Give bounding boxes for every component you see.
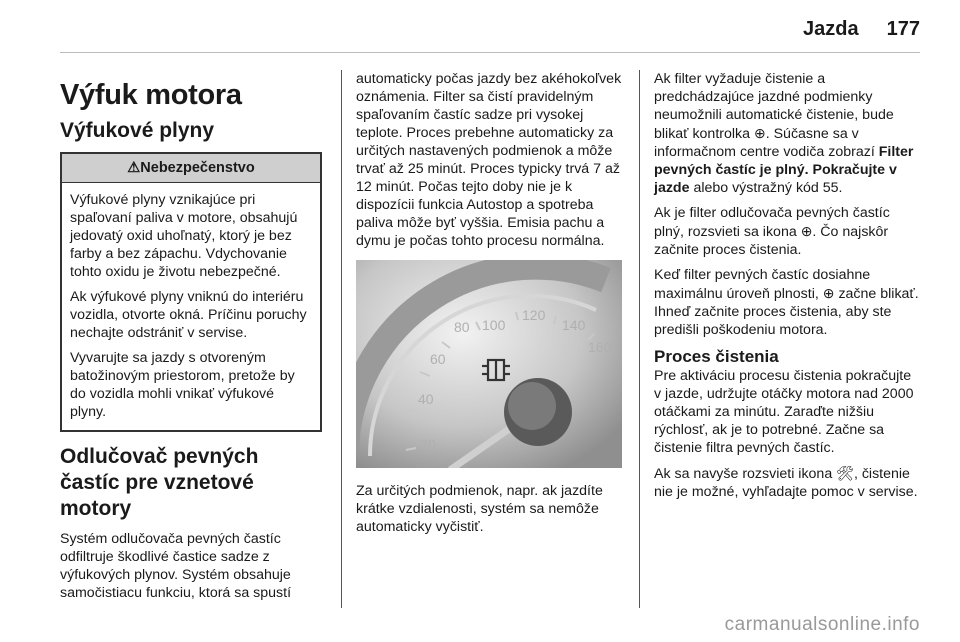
- danger-paragraph-2: Ak výfukové plyny vniknú do interiéru vozidla, otvorte okná. Príčinu poruchy nechajte odstrániť v servise.: [70, 289, 307, 341]
- tick-label: 40: [418, 391, 434, 407]
- heading-exhaust-gases: Výfukové plyny: [60, 119, 215, 142]
- filter-intro: Systém odlučovača pevných častíc odfiltruje škodlivé častice sadze z výfukových plynov. Systém obsahuje samočistiacu funkciu, ktorá sa spustí: [60, 531, 292, 601]
- tick-label: 160: [588, 339, 612, 355]
- tick-label: 80: [454, 319, 470, 335]
- page-number: 177: [886, 18, 920, 40]
- column-3: [654, 70, 922, 508]
- danger-title: Nebezpečenstvo: [140, 160, 255, 176]
- header-rule: [60, 52, 920, 53]
- particle-filter-icon: ⊕: [753, 125, 766, 141]
- particle-filter-icon: ⊕: [822, 285, 835, 301]
- filter-continued: automaticky počas jazdy bez akéhokoľvek oznámenia. Filter sa čistí pravidelným spaľovaním častíc sadze pri vysokej teplote. Proces prebehne automaticky za určitých nastavených podmienok a môže trvať až 25 minút. Proces typicky trvá 7 až 12 minút. Počas tejto doby nie je k dispozícii funkcia Autostop a spotreba paliva môže byť vyššia. Emisia pachu a dymu je počas tohto procesu normálna.: [356, 71, 622, 249]
- tick-label: 140: [562, 317, 586, 333]
- instrument-gauge-photo: [356, 260, 622, 468]
- gauge-svg: [356, 260, 622, 468]
- section-title: Jazda: [803, 18, 859, 40]
- tick-label: 60: [430, 351, 446, 367]
- tick-label: 120: [522, 307, 546, 323]
- column-divider: [341, 70, 342, 608]
- page-header: [803, 18, 920, 41]
- tick-label: 100: [482, 317, 506, 333]
- danger-paragraph-3: Vyvarujte sa jazdy s otvoreným batožinovým priestorom, pretože by do vozidla mohli vnikať výfukové plyny.: [70, 350, 295, 420]
- car-service-icon: 🛠: [836, 465, 854, 481]
- heading-cleaning-process: Proces čistenia: [654, 347, 779, 366]
- driver-info-message: Filter pevných častíc je plný. Pokračujte v jazde: [654, 144, 914, 196]
- cleaning-required-paragraph: Ak filter vyžaduje čistenie a predchádzajúce jazdné podmienky neumožnili automatické čistenie, bude blikať kontrolka ⊕. Súčasne sa v informačnom centre vodiča zobrazí Filter pevných častíc je plný. Pokračujte v jazde alebo výstražný kód 55.: [654, 71, 914, 196]
- particle-filter-icon: ⊕: [800, 223, 813, 239]
- cleaning-process-paragraph: Pre aktiváciu procesu čistenia pokračujte v jazde, udržujte otáčky motora nad 2000 otáčkami za minútu. Zaraďte nižšiu rýchlosť, ak je to potrebné. Začne sa čistenie filtra pevných častíc.: [654, 368, 914, 456]
- tick-label: 20: [420, 436, 436, 452]
- danger-header: [62, 154, 320, 183]
- filter-full-paragraph: Ak je filter odlučovača pevných častíc plný, rozsvieti sa ikona ⊕. Čo najskôr začnite proces čistenia.: [654, 205, 890, 258]
- service-paragraph: Ak sa navyše rozsvieti ikona 🛠, čistenie nie je možné, vyhľadajte pomoc v servise.: [654, 465, 918, 500]
- heading-particle-filter: Odlučovač pevných častíc pre vznetové motory: [60, 445, 259, 520]
- warning-triangle-icon: ⚠: [127, 160, 141, 176]
- column-divider: [639, 70, 640, 608]
- danger-box: [60, 152, 322, 432]
- filter-max-paragraph: Keď filter pevných častíc dosiahne maximálnu úroveň plnosti, ⊕ začne blikať. Ihneď začnite proces čistenia, aby ste predišli poškodeniu motora.: [654, 267, 919, 338]
- column-1: [60, 70, 322, 609]
- heading-exhaust: Výfuk motora: [60, 79, 242, 111]
- footer-watermark: carmanualsonline.info: [724, 614, 920, 635]
- short-trips-note: Za určitých podmienok, napr. ak jazdíte krátke vzdialenosti, systém sa nemôže automaticky vyčistiť.: [356, 483, 603, 535]
- danger-paragraph-1: Výfukové plyny vznikajúce pri spaľovaní paliva v motore, obsahujú jedovatý oxid uhoľnatý, ktorý je bez farby a bez zápachu. Vdychovanie tohto oxidu je životu nebezpečné.: [70, 192, 298, 280]
- column-2: [356, 70, 624, 543]
